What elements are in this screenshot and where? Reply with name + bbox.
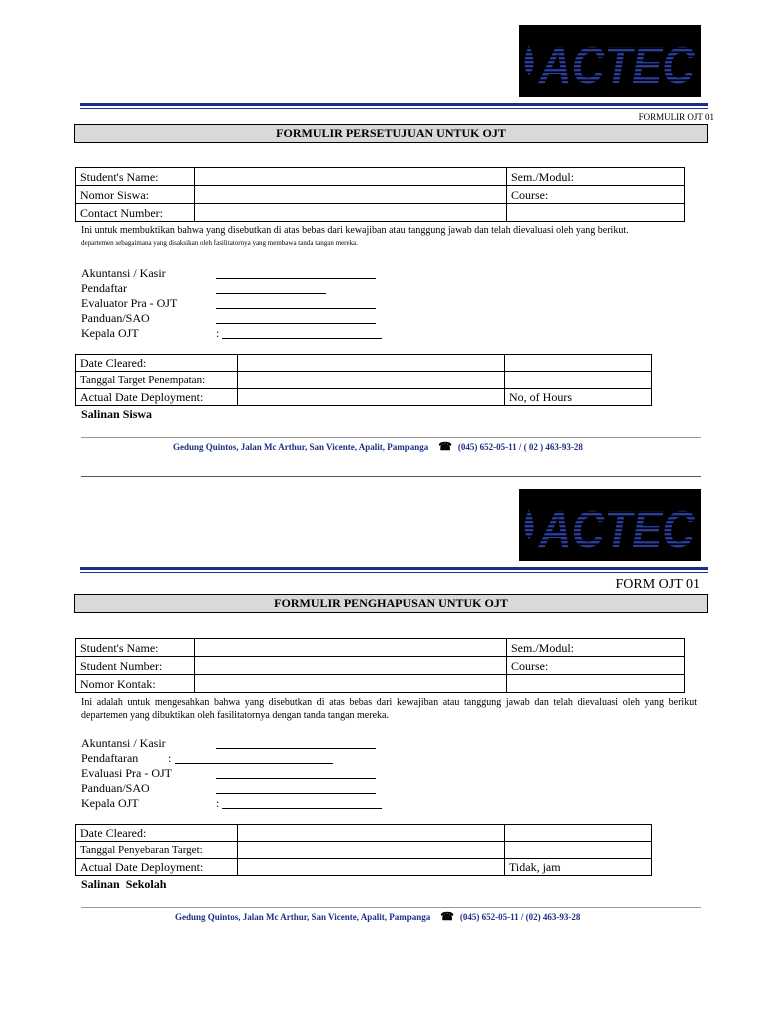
student-name-field[interactable] — [195, 168, 507, 186]
signatory-list — [81, 736, 401, 811]
signature-line[interactable] — [216, 323, 376, 324]
date-cleared-field[interactable] — [238, 825, 505, 842]
contact-number-field[interactable] — [195, 204, 507, 222]
header-rule-thin — [80, 108, 708, 109]
course-field[interactable] — [507, 204, 685, 222]
student-name-label: Student's Name: — [76, 639, 195, 657]
signature-line[interactable] — [175, 763, 333, 764]
target-extra-field[interactable] — [505, 372, 652, 389]
form-title: FORMULIR PERSETUJUAN UNTUK OJT — [74, 124, 708, 143]
signatory-label: Evaluator Pra - OJT — [81, 296, 178, 310]
statement-small-text: departemen sebagaimana yang disaksikan oleh fasilitatornya yang membawa tanda tangan mereka. — [81, 239, 358, 247]
target-date-field[interactable] — [238, 842, 505, 859]
footer-rule — [81, 437, 701, 438]
signatory-row — [81, 736, 401, 751]
signatory-colon: : — [216, 796, 220, 810]
signatory-label: Panduan/SAO — [81, 311, 150, 325]
actual-date-label: Actual Date Deployment: — [76, 859, 238, 876]
actual-date-label: Actual Date Deployment: — [76, 389, 238, 406]
signatory-row — [81, 296, 401, 311]
telephone-icon: ☎ — [438, 441, 452, 453]
deployment-dates-table — [75, 824, 652, 876]
signature-line[interactable] — [216, 278, 376, 279]
target-date-field[interactable] — [238, 372, 505, 389]
form-code: FORM OJT 01 — [615, 577, 700, 592]
signatory-label: Pendaftar — [81, 281, 127, 295]
header-rule-thick — [80, 567, 708, 570]
signatory-list — [81, 266, 401, 341]
signatory-colon: : — [168, 751, 172, 765]
header-rule-thick — [80, 103, 708, 106]
svg-text:ACTEC: ACTEC — [537, 37, 697, 95]
signatory-label: Akuntansi / Kasir — [81, 736, 166, 750]
table-row — [76, 657, 685, 675]
actec-logo — [519, 489, 701, 561]
table-row — [76, 204, 685, 222]
signatory-label: Evaluasi Pra - OJT — [81, 766, 172, 780]
student-number-label: Student Number: — [76, 657, 195, 675]
student-number-field[interactable] — [195, 657, 507, 675]
signatory-label: Pendaftaran — [81, 751, 139, 765]
target-date-label: Tanggal Penyebaran Target: — [76, 842, 238, 859]
signatory-row — [81, 751, 401, 766]
footer-phone: (045) 652-05-11 / (02) 463-93-28 — [459, 912, 581, 922]
table-row — [76, 372, 652, 389]
signature-line[interactable] — [216, 778, 376, 779]
statement-text: Ini adalah untuk mengesahkan bahwa yang disebutkan di atas bebas dari kewajiban atau tanggung jawab dan telah dievaluasi oleh yang berikut departemen yang dibuktikan oleh fasilitatornya dengan tanda tangan mereka. — [81, 697, 697, 721]
actual-date-field[interactable] — [238, 389, 505, 406]
table-row — [76, 186, 685, 204]
signatory-label: Panduan/SAO — [81, 781, 150, 795]
signature-line[interactable] — [222, 338, 382, 339]
target-extra-field[interactable] — [505, 842, 652, 859]
signatory-row — [81, 326, 401, 341]
table-row — [76, 168, 685, 186]
table-row — [76, 859, 652, 876]
footer-address: Gedung Quintos, Jalan Mc Arthur, San Vicente, Apalit, Pampanga — [173, 442, 429, 452]
date-cleared-field[interactable] — [238, 355, 505, 372]
course-label: Course: — [507, 657, 685, 675]
signatory-label: Akuntansi / Kasir — [81, 266, 166, 280]
hours-label: No, of Hours — [505, 389, 652, 406]
deployment-dates-table — [75, 354, 652, 406]
signatory-row — [81, 311, 401, 326]
table-row — [76, 355, 652, 372]
actec-logo — [519, 25, 701, 97]
footer-phone: (045) 652-05-11 / ( 02 ) 463-93-28 — [457, 442, 583, 452]
signatory-row — [81, 796, 401, 811]
footer-address: Gedung Quintos, Jalan Mc Arthur, San Vicente, Apalit, Pampanga — [175, 912, 431, 922]
student-info-table — [75, 638, 685, 693]
contact-number-label: Nomor Kontak: — [76, 675, 195, 693]
actual-date-field[interactable] — [238, 859, 505, 876]
signature-line[interactable] — [216, 793, 376, 794]
date-cleared-label: Date Cleared: — [76, 355, 238, 372]
date-cleared-label: Date Cleared: — [76, 825, 238, 842]
table-row — [76, 389, 652, 406]
signatory-colon: : — [216, 326, 220, 340]
sem-modul-label: Sem./Modul: — [507, 168, 685, 186]
student-name-label: Student's Name: — [76, 168, 195, 186]
contact-number-field[interactable] — [195, 675, 507, 693]
table-row — [76, 825, 652, 842]
signatory-row — [81, 281, 401, 296]
signature-line[interactable] — [216, 308, 376, 309]
telephone-icon: ☎ — [440, 911, 454, 923]
signature-line[interactable] — [222, 808, 382, 809]
student-info-table — [75, 167, 685, 222]
signatory-label: Kepala OJT — [81, 796, 139, 810]
signatory-row — [81, 781, 401, 796]
copy-label: Salinan Siswa — [81, 407, 153, 421]
table-row — [76, 639, 685, 657]
clearance-statement — [81, 696, 697, 722]
footer-rule — [81, 907, 701, 908]
footer-contact — [173, 440, 583, 453]
form-title: FORMULIR PENGHAPUSAN UNTUK OJT — [74, 594, 708, 613]
date-extra-field[interactable] — [505, 355, 652, 372]
form-code: FORMULIR OJT 01 — [638, 112, 714, 122]
copy-label: Salinan Sekolah — [81, 877, 167, 891]
table-row — [76, 842, 652, 859]
clearance-statement — [81, 225, 697, 249]
student-name-field[interactable] — [195, 639, 507, 657]
signatory-row — [81, 266, 401, 281]
signatory-label: Kepala OJT — [81, 326, 139, 340]
student-number-label: Nomor Siswa: — [76, 186, 195, 204]
course-field[interactable] — [507, 675, 685, 693]
svg-text:ACTEC: ACTEC — [537, 501, 697, 559]
date-extra-field[interactable] — [505, 825, 652, 842]
footer-contact — [175, 910, 580, 923]
signature-line[interactable] — [216, 748, 376, 749]
table-row — [76, 675, 685, 693]
section-separator — [81, 476, 701, 477]
contact-number-label: Contact Number: — [76, 204, 195, 222]
statement-text: Ini untuk membuktikan bahwa yang disebutkan di atas bebas dari kewajiban atau tanggung jawab dan telah dievaluasi oleh yang berikut. — [81, 225, 629, 236]
sem-modul-label: Sem./Modul: — [507, 639, 685, 657]
header-rule-thin — [80, 572, 708, 573]
course-label: Course: — [507, 186, 685, 204]
hours-label: Tidak, jam — [505, 859, 652, 876]
signatory-row — [81, 766, 401, 781]
target-date-label: Tanggal Target Penempatan: — [76, 372, 238, 389]
student-number-field[interactable] — [195, 186, 507, 204]
signature-line[interactable] — [216, 293, 326, 294]
